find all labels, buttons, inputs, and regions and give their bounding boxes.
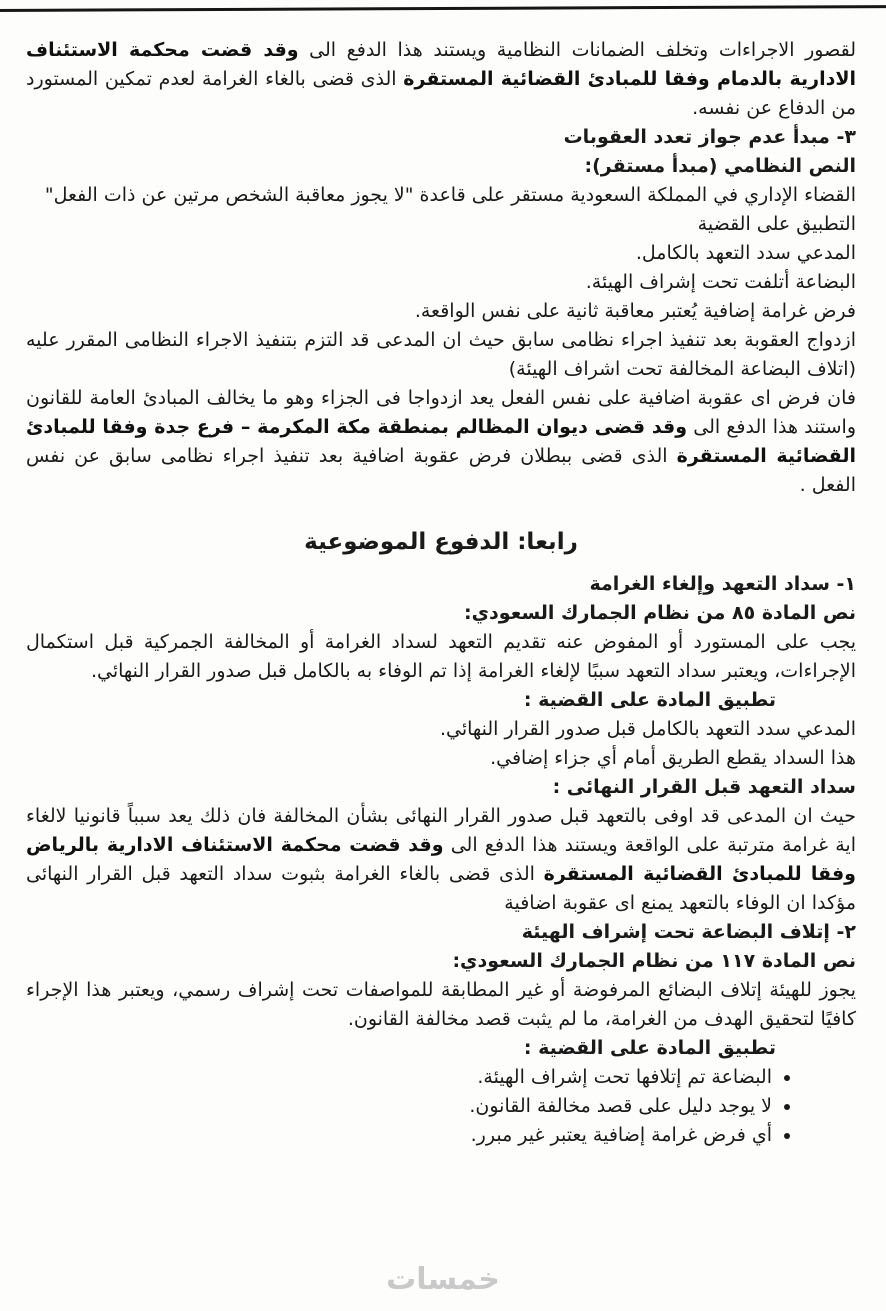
section3-para2-text-1: فان فرض اى عقوبة اضافية على نفس الفعل يعد ازدواجا فى الجزاء وهو ما يخالف المبادئ العامة للقانون واستند هذا الدفع الى [26,387,856,438]
section3-para2-bold-citation: وقد قضى ديوان المظالم بمنطقة مكة المكرمة – فرع جدة وفقا للمبادئ القضائية المستقرة [26,416,856,467]
item1-paragraph [26,802,856,918]
section3-rule-text: القضاء الإداري في المملكة السعودية مستقر على قاعدة "لا يجوز معاقبة الشخص مرتين عن ذات الفعل" [44,184,856,206]
intro-bold-citation: وقد قضت محكمة الاستئناف الادارية بالدمام وفقا للمبادئ القضائية المستقرة [26,39,856,90]
section3-point-1: المدعي سدد التعهد بالكامل. [635,242,856,264]
section3-para2-text-2: الذى قضى ببطلان فرض عقوبة اضافية بعد تنفيذ اجراء نظامى سابق عن نفس الفعل . [26,445,856,496]
item1-article-text: يجب على المستورد أو المفوض عنه تقديم التعهد لسداد الغرامة أو المخالفة الجمركية قبل استكمال الإجراءات، ويعتبر سداد التعهد سببًا لإلغاء الغرامة إذا تم الوفاء به بالكامل قبل صدور القرار النهائي. [26,631,856,682]
section3-subheading: النص النظامي (مبدأ مستقر): [584,155,856,177]
intro-paragraph [26,36,856,123]
bullet-item: • لا يوجد دليل على قصد مخالفة القانون. [26,1092,772,1121]
bullet-item: • البضاعة تم إتلافها تحت إشراف الهيئة. [26,1063,772,1092]
item1-point-1: المدعي سدد التعهد بالكامل قبل صدور القرار النهائي. [439,718,856,740]
item1-subheading: سداد التعهد قبل القرار النهائى : [552,776,856,798]
intro-text-1: لقصور الاجراءات وتخلف الضمانات النظامية ويستند هذا الدفع الى [298,39,857,61]
item2-bullet-list [26,1063,856,1150]
item2-heading: ٢- إتلاف البضاعة تحت إشراف الهيئة [521,921,856,943]
item1-para-text-1: حيث ان المدعى قد اوفى بالتعهد قبل صدور القرار النهائى بشأن المخالفة فان ذلك يعد سبباً قانونيا لالغاء اية غرامة مترتبة على الواقعة ويستند هذا الدفع الى [26,805,856,856]
khamsat-watermark: خمسات [386,1262,500,1297]
item2-article-text: يجوز للهيئة إتلاف البضائع المرفوضة أو غير المطابقة للمواصفات تحت إشراف رسمي، ويعتبر هذا الإجراء كافيًا لتحقيق الهدف من الغرامة، ما لم يثبت قصد مخالفة القانون. [26,979,856,1030]
bullet-item: • أي فرض غرامة إضافية يعتبر غير مبرر. [26,1121,772,1150]
section3-paragraph-1: ازدواج العقوبة بعد تنفيذ اجراء نظامى سابق حيث ان المدعى قد التزم بتنفيذ الاجراء النظامى المقرر عليه (اتلاف البضاعة المخالفة تحت اشراف الهيئة) [26,329,856,380]
item1-heading: ١- سداد التعهد وإلغاء الغرامة [589,573,856,595]
intro-text-2: الذى قضى بالغاء الغرامة لعدم تمكين المستورد من الدفاع عن نفسه. [26,68,856,119]
item1-para-text-2: الذى قضى بالغاء الغرامة بثبوت سداد التعهد قبل القرار النهائى مؤكدا ان الوفاء بالتعهد يمنع اى عقوبة اضافية [26,863,856,914]
item1-point-2: هذا السداد يقطع الطريق أمام أي جزاء إضافي. [490,747,856,769]
section4-title: رابعا: الدفوع الموضوعية [304,529,578,555]
item2-application-heading: تطبيق المادة على القضية : [523,1037,776,1059]
section3-application-title: التطبيق على القضية [697,213,856,235]
section3-heading: ٣- مبدأ عدم جواز تعدد العقوبات [563,126,856,148]
item1-application-heading: تطبيق المادة على القضية : [523,689,776,711]
item1-article-heading: نص المادة ٨٥ من نظام الجمارك السعودي: [464,602,856,624]
section3-point-3: فرض غرامة إضافية يُعتبر معاقبة ثانية على نفس الواقعة. [414,300,856,322]
item2-article-heading: نص المادة ١١٧ من نظام الجمارك السعودي: [452,950,856,972]
section3-point-2: البضاعة أتلفت تحت إشراف الهيئة. [585,271,856,293]
item1-para-bold-citation: وقد قضت محكمة الاستئناف الادارية بالرياض وفقا للمبادئ القضائية المستقرة [26,834,856,885]
section3-paragraph-2 [26,384,856,500]
